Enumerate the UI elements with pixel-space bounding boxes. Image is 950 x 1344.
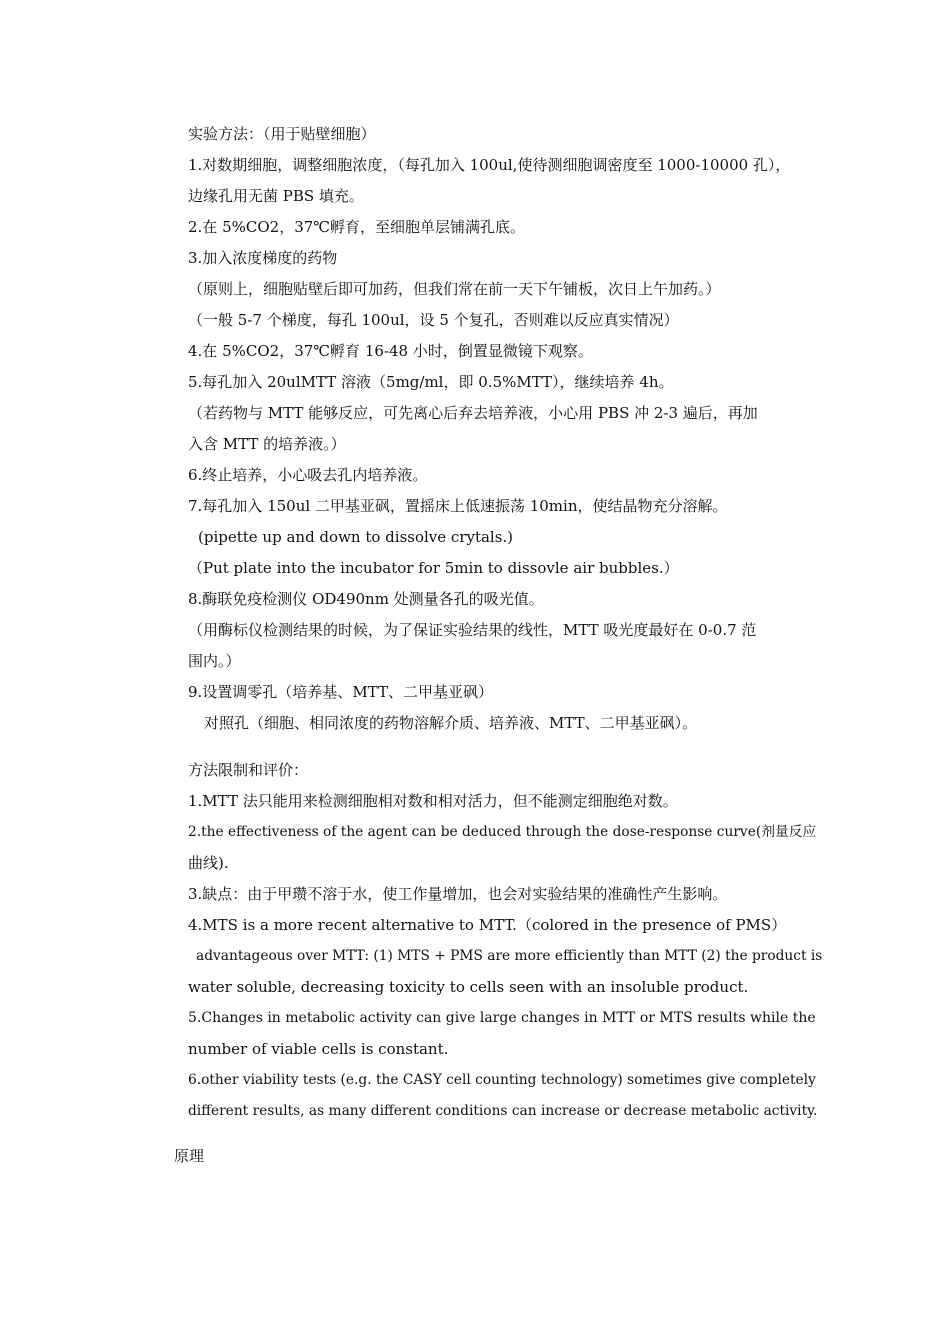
step-line: （一般 5-7 个梯度，每孔 100ul，设 5 个复孔，否则难以反应真实情况） — [188, 311, 679, 329]
limitation-line: different results, as many different conditions can increase or decrease metabolic activity. — [188, 1103, 818, 1119]
limitation-line: water soluble, decreasing toxicity to cells seen with an insoluble product. — [188, 978, 749, 996]
step-line: 入含 MTT 的培养液。） — [188, 435, 346, 453]
step-line: 7.每孔加入 150ul 二甲基亚砜，置摇床上低速振荡 10min，使结晶物充分溶解。 — [188, 497, 728, 515]
step-line: 9.设置调零孔（培养基、MTT、二甲基亚砜） — [188, 683, 493, 701]
step-line: 围内。） — [188, 652, 241, 670]
step-line: 3.加入浓度梯度的药物 — [188, 249, 338, 267]
step-line: （Put plate into the incubator for 5min to dissovle air bubbles.） — [188, 559, 679, 577]
limitation-line: 曲线). — [188, 854, 229, 872]
step-line: 6.终止培养，小心吸去孔内培养液。 — [188, 466, 428, 484]
limitation-line: 6.other viability tests (e.g. the CASY cell counting technology) sometimes give completely — [188, 1072, 816, 1088]
section-heading-principle: 原理 — [174, 1147, 205, 1165]
step-line: (pipette up and down to dissolve crytals.) — [198, 528, 514, 546]
limitation-line: 5.Changes in metabolic activity can give large changes in MTT or MTS results while the — [188, 1010, 816, 1026]
step-line: 边缘孔用无菌 PBS 填充。 — [188, 187, 364, 205]
limitation-line: number of viable cells is constant. — [188, 1040, 449, 1058]
step-line: 2.在 5%CO2，37℃孵育，至细胞单层铺满孔底。 — [188, 218, 526, 236]
limitation-line: advantageous over MTT: (1) MTS + PMS are more efficiently than MTT (2) the product is — [196, 948, 823, 964]
limitation-line: 1.MTT 法只能用来检测细胞相对数和相对活力，但不能测定细胞绝对数。 — [188, 792, 678, 810]
step-line: 4.在 5%CO2，37℃孵育 16-48 小时，倒置显微镜下观察。 — [188, 342, 593, 360]
step-line: 8.酶联免疫检测仪 OD490nm 处测量各孔的吸光值。 — [188, 590, 544, 608]
limitation-line: 4.MTS is a more recent alternative to MTT.（colored in the presence of PMS） — [188, 916, 787, 934]
step-line: 对照孔（细胞、相同浓度的药物溶解介质、培养液、MTT、二甲基亚砜）。 — [204, 714, 698, 732]
limitation-line: 2.the effectiveness of the agent can be deduced through the dose-response curve(剂量反应 — [188, 824, 817, 840]
section-heading-methods: 实验方法：（用于贴壁细胞） — [188, 125, 376, 143]
limitation-line: 3.缺点：由于甲瓒不溶于水，使工作量增加，也会对实验结果的准确性产生影响。 — [188, 885, 728, 903]
section-heading-limitations: 方法限制和评价： — [188, 761, 309, 779]
step-line: 1.对数期细胞，调整细胞浓度，（每孔加入 100ul,使待测细胞调密度至 1000-10000 孔）， — [188, 156, 791, 174]
step-line: （原则上，细胞贴壁后即可加药，但我们常在前一天下午铺板，次日上午加药。） — [188, 280, 721, 298]
step-line: 5.每孔加入 20ulMTT 溶液（5mg/ml，即 0.5%MTT），继续培养 4h。 — [188, 373, 674, 391]
step-line: （若药物与 MTT 能够反应，可先离心后弃去培养液，小心用 PBS 冲 2-3 遍后，再加 — [188, 404, 758, 422]
step-line: （用酶标仪检测结果的时候，为了保证实验结果的线性，MTT 吸光度最好在 0-0.7 范 — [188, 621, 757, 639]
